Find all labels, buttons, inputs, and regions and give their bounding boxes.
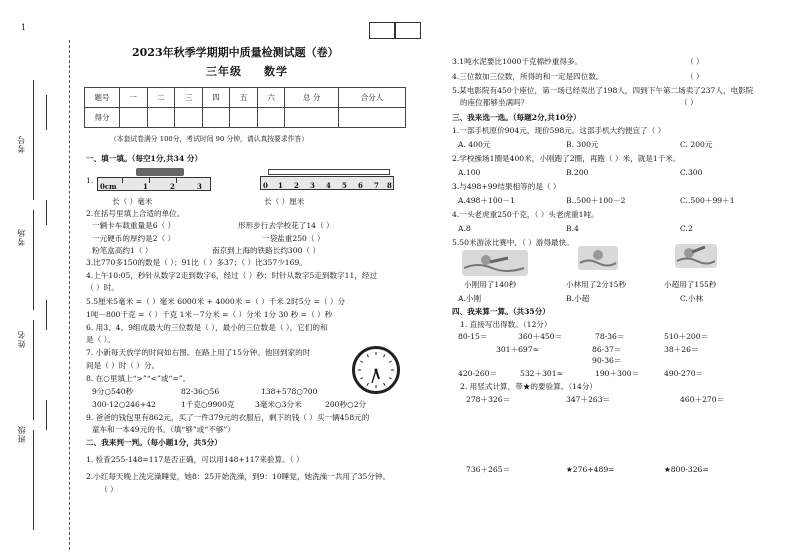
- swimmer-caption: 小林用了2分15秒: [566, 280, 627, 289]
- q2-text: 2.在括号里填上合适的单位。: [86, 209, 185, 218]
- calc-part-1-title: 1. 直接写出得数。（12分）: [460, 320, 552, 329]
- choice-option[interactable]: A.小刚: [458, 294, 482, 303]
- name-label: 姓名: [17, 330, 26, 348]
- calc-item[interactable]: 80-15＝: [458, 332, 488, 341]
- calc-item[interactable]: 78-36＝: [595, 332, 625, 341]
- score-cell: 总 分: [285, 88, 339, 108]
- class-label: 班级: [17, 425, 26, 443]
- q2-item[interactable]: 粉笔盒高约1（ ）: [92, 246, 153, 255]
- score-table: [84, 87, 406, 128]
- vertical-calc[interactable]: 736＋265＝: [466, 465, 511, 474]
- score-input[interactable]: [175, 108, 203, 128]
- answer-blank-line[interactable]: [46, 200, 47, 225]
- score-cell: 四: [202, 88, 230, 108]
- compare-item[interactable]: 82-36○56: [181, 387, 220, 396]
- score-input[interactable]: [257, 108, 285, 128]
- vertical-calc[interactable]: 347＋263＝: [566, 395, 611, 404]
- exam-note: （本套试卷满分 100分，考试时间 90 分钟，请认真按要求作答）: [110, 135, 309, 143]
- judge-5-answer[interactable]: （ ）: [680, 98, 698, 107]
- q2-item[interactable]: 一袋盐重250（ ）: [262, 234, 325, 243]
- choice-option[interactable]: C..500＋99＋1: [680, 196, 735, 205]
- q9-text[interactable]: 9. 爸爸的钱包里有862元，买了一件379元的衣服后，剩下的钱（ ）买一辆458元的: [86, 413, 370, 422]
- q2-item[interactable]: 一元硬币的厚约是2（ ）: [92, 234, 176, 243]
- section-2-title: 二、我来判一判。（每小题1分，共5分）: [86, 438, 222, 447]
- ruler-tick: [149, 178, 150, 183]
- cut-line: [69, 40, 70, 550]
- judge-2-answer[interactable]: （ ）: [100, 485, 118, 494]
- score-cell: 合分人: [339, 88, 406, 108]
- choice-3[interactable]: 3.与498+99结果相等的是（ ）: [452, 182, 561, 191]
- calc-item[interactable]: 360＋450＝: [518, 332, 563, 341]
- seat-box[interactable]: [369, 22, 395, 39]
- choice-2[interactable]: 2.学校操场1圈是400米，小刚跑了2圈，再跑（ ）米，就是1千米。: [452, 154, 681, 163]
- choice-option[interactable]: C. 200元: [680, 140, 713, 149]
- calc-item[interactable]: 420-260＝: [458, 369, 498, 378]
- measured-line: [268, 169, 390, 175]
- judge-3: 3.1吨水泥要比1000千克棉纱重得多。: [452, 57, 583, 66]
- q3-text[interactable]: 3.比770多150的数是（ ）；91比（ ）多37；（ ）比357少169。: [86, 258, 307, 267]
- judge-5-cont: 的座位都够坐满吗？: [460, 98, 529, 107]
- compare-item[interactable]: 300-12○246+42: [92, 400, 156, 409]
- sidebar-rule: [33, 430, 34, 530]
- q1-answer-b[interactable]: 长（ ）厘米: [264, 197, 305, 206]
- answer-blank-line[interactable]: [46, 95, 47, 130]
- ruler-label: 5: [342, 181, 347, 190]
- compare-item[interactable]: 200秒○2分: [325, 400, 367, 409]
- exam-title: 2023年秋季学期期中质量检测试题（卷）: [132, 46, 339, 59]
- exam-number-label: 考号: [17, 135, 26, 153]
- compare-item[interactable]: 3毫米○3分米: [255, 400, 302, 409]
- compare-item[interactable]: 9分○540秒: [92, 387, 134, 396]
- q4-text[interactable]: 4.上午10:05，秒针从数字2走到数字6，经过（ ）秒；时针从数字5走到数字11，经过: [86, 271, 378, 280]
- score-value-row: [85, 108, 406, 128]
- calc-item[interactable]: 90-36＝: [592, 356, 622, 365]
- calc-item[interactable]: 301＋697≈: [496, 345, 539, 354]
- judge-4: 4.三位数加三位数，所得的和一定是四位数。: [452, 72, 604, 81]
- calc-item[interactable]: 532＋301≈: [520, 369, 563, 378]
- ruler-label: 1: [278, 181, 283, 190]
- answer-blank-line[interactable]: [46, 300, 47, 330]
- choice-option[interactable]: C.小林: [680, 294, 704, 303]
- vertical-calc[interactable]: 460＋270＝: [680, 395, 725, 404]
- ruler-label: 0: [263, 181, 268, 190]
- ruler-label: 1: [143, 182, 148, 191]
- section-3-title: 三、我来选一选。（每题2分,共10分）: [452, 113, 581, 122]
- compare-item[interactable]: 1千克○9900克: [181, 400, 235, 409]
- score-input[interactable]: [339, 108, 406, 128]
- measured-object-bar: [136, 168, 184, 176]
- score-input[interactable]: [202, 108, 230, 128]
- grade-label: 三年级: [206, 65, 242, 78]
- q1-answer-a[interactable]: 长（ ）毫米: [112, 197, 153, 206]
- q2-item[interactable]: 一辆卡车载重量是6（ ）: [92, 221, 176, 230]
- swimmer-caption: 小超用了155秒: [664, 280, 717, 289]
- choice-option[interactable]: A.8: [458, 224, 471, 233]
- q1-number: 1.: [86, 176, 94, 185]
- score-input[interactable]: [147, 108, 175, 128]
- swimmer-icon: [462, 250, 528, 276]
- calc-item[interactable]: 490-270＝: [664, 369, 704, 378]
- score-cell: 五: [230, 88, 258, 108]
- ruler-tick: [176, 178, 177, 183]
- sidebar-rule: [33, 80, 34, 200]
- swimmer-icon: [675, 244, 717, 268]
- q6-text[interactable]: 6. 用3、4、9组成最大的三位数是（ ），最小的三位数是（ ），它们的和: [86, 323, 328, 332]
- score-cell: 二: [147, 88, 175, 108]
- ruler-left: [97, 177, 211, 191]
- swimmer-image: [578, 246, 618, 270]
- judge-4-answer[interactable]: （ ）: [686, 72, 704, 81]
- score-cell: 题号: [85, 88, 120, 108]
- choice-5[interactable]: 5.50米游泳比赛中，（ ）游得最快。: [452, 238, 574, 247]
- swimmer-icon: [578, 246, 618, 270]
- calc-item[interactable]: 190＋300＝: [595, 369, 640, 378]
- q8-text: 8. 在○里填上“>”“<”或“=”。: [86, 374, 191, 383]
- swimmer-image: [462, 250, 528, 276]
- choice-option[interactable]: A.498＋100－1: [458, 196, 515, 205]
- choice-option[interactable]: C.300: [680, 168, 703, 177]
- score-cell: 三: [175, 88, 203, 108]
- choice-option[interactable]: B..500＋100－2: [566, 196, 626, 205]
- ruler-tick: [122, 178, 123, 183]
- score-cell: 一: [120, 88, 148, 108]
- clock-face: [355, 349, 397, 391]
- q2-item[interactable]: 南京到上海的铁路长约300（ ）: [212, 246, 321, 255]
- score-input[interactable]: [285, 108, 339, 128]
- sidebar-rule: [33, 210, 34, 310]
- seat-box[interactable]: [395, 22, 421, 39]
- choice-4[interactable]: 4.一头老虎重250千克，（ ）头老虎重1吨。: [452, 210, 599, 219]
- score-cell: 得分: [85, 108, 120, 128]
- judge-2: 2.小红每天晚上洗完澡睡觉，她8：25开始洗澡，到9：10睡觉，她洗澡一共用了35分钟。: [86, 472, 391, 481]
- choice-option[interactable]: C.2: [680, 224, 693, 233]
- answer-blank-line[interactable]: [46, 400, 47, 430]
- judge-1[interactable]: 1. 检查255-148=117是否正确，可以用148+117来验算。（ ）: [86, 455, 304, 464]
- exam-room-label: 考场: [17, 228, 26, 246]
- q7-text: 7. 小新每天放学的时间如右图。在路上用了15分钟。他回到家的时: [86, 348, 311, 357]
- page-number: 1: [21, 23, 27, 32]
- vertical-calc[interactable]: ★276+489=: [566, 465, 615, 474]
- score-input[interactable]: [120, 108, 148, 128]
- ruler-label: 3: [197, 182, 202, 191]
- vertical-calc[interactable]: ★800-326=: [664, 465, 709, 474]
- ruler-label: 4: [326, 181, 331, 190]
- ruler-label: 3: [310, 181, 315, 190]
- ruler-right: [260, 176, 394, 190]
- judge-5: 5.某电影院有450个座位，第一场已经卖出了198人，四到下午第二场卖了237人，电影院: [452, 86, 754, 95]
- ruler-label: 7: [374, 181, 379, 190]
- ruler-label: 2: [170, 182, 175, 191]
- choice-option[interactable]: B. 300元: [566, 140, 599, 149]
- score-input[interactable]: [230, 108, 258, 128]
- q5-text-cont[interactable]: 1吨－800千克 =（ ）千克 1米－7分米 =（ ）分米 1分 30 秒 =（ ）秒: [86, 310, 333, 319]
- compare-item[interactable]: 138+578○700: [261, 387, 318, 396]
- swimmer-caption: 小刚用了140秒: [464, 280, 517, 289]
- q9-text-cont: 童车和一本49元的书。（填“够”或“不够”）: [92, 425, 235, 434]
- section-1-title: 一、填一填。（每空1分,共34 分）: [86, 154, 203, 163]
- choice-option[interactable]: A.100: [458, 168, 481, 177]
- sidebar-rule: [33, 320, 34, 420]
- judge-3-answer[interactable]: （ ）: [686, 57, 704, 66]
- q4-text-cont[interactable]: （ ）时。: [86, 283, 119, 292]
- ruler-label: 2: [294, 181, 299, 190]
- calc-item[interactable]: 86-37＝: [592, 345, 622, 354]
- swimmer-image: [675, 244, 717, 268]
- q2-item[interactable]: 形形步行去学校花了14（ ）: [238, 221, 334, 230]
- calc-part-2-title: 2. 用竖式计算，带★的要验算。（14分）: [460, 382, 598, 391]
- calc-item[interactable]: 510＋200＝: [664, 332, 709, 341]
- vertical-calc[interactable]: 278＋326＝: [466, 395, 511, 404]
- calc-item[interactable]: 38＋26＝: [664, 345, 699, 354]
- choice-option[interactable]: B.4: [566, 224, 579, 233]
- ruler-label: 0cm: [100, 182, 117, 191]
- q7-answer[interactable]: 间是（ ）时（ ）分。: [86, 361, 160, 370]
- choice-option[interactable]: A. 400元: [458, 140, 491, 149]
- score-cell: 六: [257, 88, 285, 108]
- ruler-label: 6: [358, 181, 363, 190]
- choice-1[interactable]: 1.一部手机原价904元，现价598元。这部手机大约便宜了（ ）: [452, 126, 666, 135]
- q5-text[interactable]: 5.5厘米5毫米 =（ ）毫米 6000米 + 4000米 =（ ）千米 2时5分 =（ ）分: [86, 297, 346, 306]
- ruler-label: 8: [387, 181, 392, 190]
- choice-option[interactable]: B.200: [566, 168, 589, 177]
- subject-label: 数学: [264, 65, 288, 78]
- choice-option[interactable]: B.小超: [566, 294, 590, 303]
- score-header-row: [85, 88, 406, 108]
- section-4-title: 四、我来算一算。（共35分）: [452, 307, 550, 316]
- q6-text-cont[interactable]: 是（ ）。: [86, 335, 115, 344]
- clock-image: [352, 346, 400, 394]
